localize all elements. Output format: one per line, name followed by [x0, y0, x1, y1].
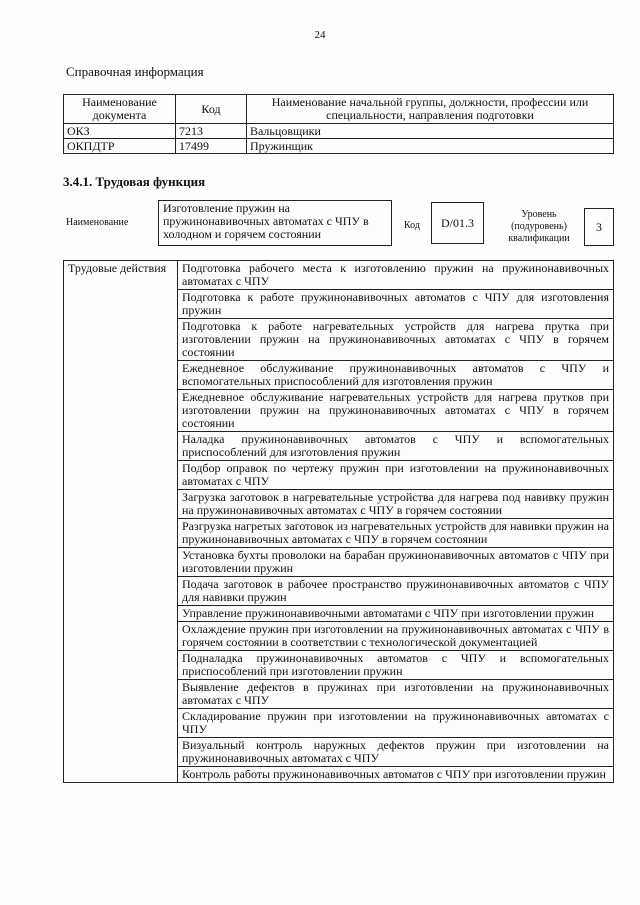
labor-action-item: Ежедневное обслуживание пружинонавивочных автоматов с ЧПУ и вспомогательных приспособлений для изготовления пружин: [178, 361, 614, 390]
labor-action-item: Подача заготовок в рабочее пространство пружинонавивочных автоматов с ЧПУ для навивки пружин: [178, 577, 614, 606]
labor-action-item: Подбор оправок по чертежу пружин при изготовлении на пружинонавивочных автоматах с ЧПУ: [178, 461, 614, 490]
function-code-box: D/01.3: [431, 202, 484, 244]
header-code: Код: [176, 95, 247, 124]
labor-actions-table: [63, 260, 614, 783]
labor-action-item: Ежедневное обслуживание нагревательных устройств для нагрева прутков при изготовлении пружин на пружинонавивочных автоматах с ЧПУ в горячем состоянии: [178, 390, 614, 432]
cell-name: Вальцовщики: [247, 124, 614, 139]
function-name-box: Изготовление пружин на пружинонавивочных автоматах с ЧПУ в холодном и горячем состоянии: [158, 200, 392, 246]
labor-action-item: Установка бухты проволоки на барабан пружинонавивочных автоматов с ЧПУ при изготовлении пружин: [178, 548, 614, 577]
header-document: Наименование документа: [64, 95, 176, 124]
labor-action-item: Подготовка к работе нагревательных устройств для нагрева прутка при изготовлении пружин на пружинонавивочных автоматах с ЧПУ в горячем состоянии: [178, 319, 614, 361]
labor-action-item: Подготовка рабочего места к изготовлению пружин на пружинонавивочных автоматах с ЧПУ: [178, 261, 614, 290]
level-label: Уровень (подуровень) квалификации: [508, 209, 570, 244]
cell-document: ОКПДТР: [64, 139, 176, 154]
labor-action-item: Наладка пружинонавивочных автоматов с ЧПУ и вспомогательных приспособлений для изготовления пружин: [178, 432, 614, 461]
labor-action-item: Загрузка заготовок в нагревательные устройства для нагрева под навивку пружин на пружинонавивочных автоматах с ЧПУ в горячем состоянии: [178, 490, 614, 519]
labor-action-item: Управление пружинонавивочными автоматами с ЧПУ при изготовлении пружин: [178, 606, 614, 622]
labor-action-item: Охлаждение пружин при изготовлении на пружинонавивочных автоматах с ЧПУ в горячем состоянии в соответствии с технологической документацией: [178, 622, 614, 651]
level-value-box: 3: [584, 208, 614, 246]
cell-code: 17499: [176, 139, 247, 154]
section-heading: 3.4.1. Трудовая функция: [63, 174, 206, 189]
reference-header-row: [64, 95, 614, 124]
cell-document: ОКЗ: [64, 124, 176, 139]
table-row: [64, 124, 614, 139]
table-row: [64, 139, 614, 154]
header-group-name: Наименование начальной группы, должности, профессии или специальности, направления подготовки: [247, 95, 614, 124]
reference-title: Справочная информация: [66, 64, 204, 79]
page-number: 24: [314, 29, 326, 41]
labor-action-item: Разгрузка нагретых заготовок из нагревательных устройств для навивки пружин на пружинонавивочных автоматах с ЧПУ в горячем состоянии: [178, 519, 614, 548]
labor-action-item: Контроль работы пружинонавивочных автоматов с ЧПУ при изготовлении пружин: [178, 767, 614, 783]
labor-action-item: Складирование пружин при изготовлении на пружинонавивочных автоматах с ЧПУ: [178, 709, 614, 738]
code-label: Код: [404, 220, 420, 231]
labor-actions-label: Трудовые действия: [64, 261, 178, 783]
labor-action-item: Подготовка к работе пружинонавивочных автоматов с ЧПУ для изготовления пружин: [178, 290, 614, 319]
cell-name: Пружинщик: [247, 139, 614, 154]
table-row: [64, 261, 614, 290]
name-label: Наименование: [66, 217, 129, 228]
cell-code: 7213: [176, 124, 247, 139]
labor-action-item: Визуальный контроль наружных дефектов пружин при изготовлении на пружинонавивочных автоматах с ЧПУ: [178, 738, 614, 767]
labor-action-item: Выявление дефектов в пружинах при изготовлении на пружинонавивочных автоматах с ЧПУ: [178, 680, 614, 709]
labor-action-item: Подналадка пружинонавивочных автоматов с ЧПУ и вспомогательных приспособлений при изготовлении пружин: [178, 651, 614, 680]
reference-table: [63, 94, 614, 154]
